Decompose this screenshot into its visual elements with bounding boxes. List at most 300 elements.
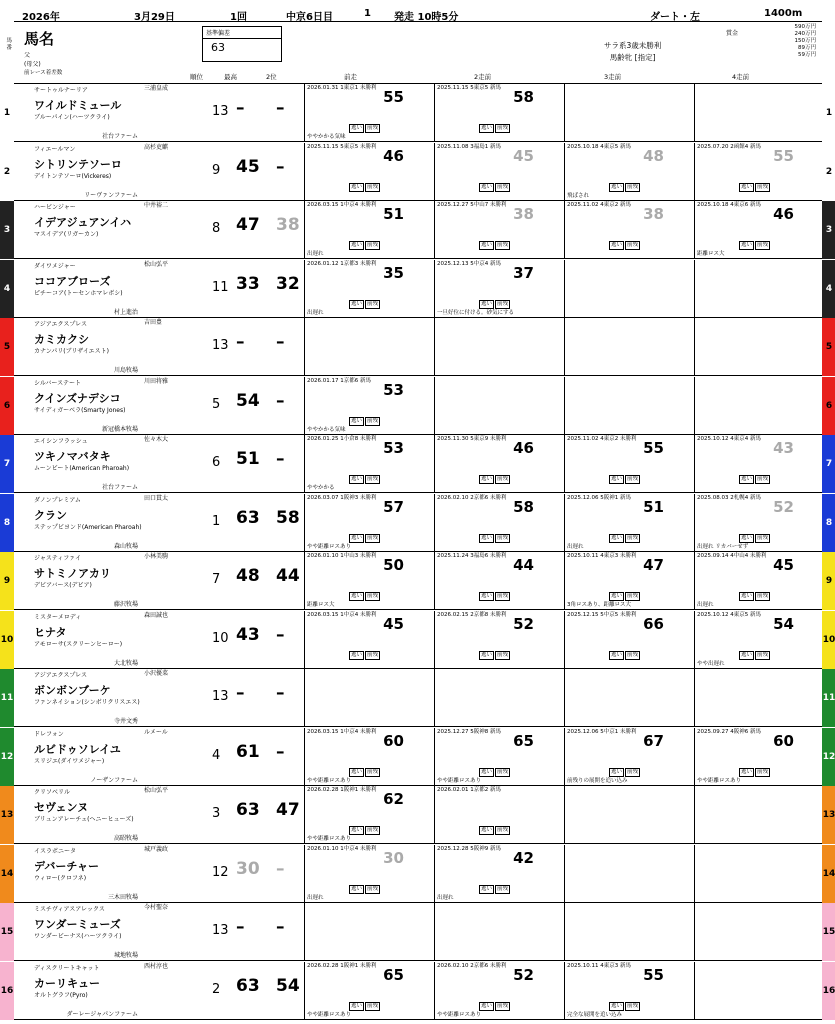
- horse-dam: マスイデア(リガーカン): [34, 231, 99, 238]
- run-comment: やや距離ロスあり: [437, 777, 482, 784]
- horse-number-left: 6: [0, 377, 14, 435]
- horse-name[interactable]: カーリキュー: [34, 976, 100, 990]
- run-tag: 逃い: [481, 651, 493, 658]
- run-comment: 一旦好位に付ける。砂気にする: [437, 309, 515, 316]
- run-tag: 前残: [367, 417, 379, 424]
- run-date: 2025.09.27 4阪神6 新馬: [697, 728, 761, 735]
- horse-row: [0, 786, 835, 844]
- horse-dam: ブルーパイン(ハーツクライ): [34, 114, 110, 121]
- past-runs: [304, 786, 822, 844]
- past-run[interactable]: [564, 143, 692, 201]
- run-rating: 45: [383, 614, 404, 633]
- run-date: 2025.12.06 5中京1 未勝利: [567, 728, 637, 735]
- run-rating: 30: [383, 848, 404, 867]
- run-tag: 前残: [367, 300, 379, 307]
- col-second: 2位: [266, 73, 277, 81]
- horse-row: [3, 201, 833, 259]
- run-tag: 逃い: [351, 593, 363, 599]
- past-run[interactable]: [694, 611, 822, 669]
- run-date: 2025.12.13 5中京4 新馬: [437, 260, 501, 267]
- horse-name[interactable]: クインズナデシコ: [34, 391, 121, 405]
- horse-jockey: 高杉吏麒: [144, 143, 169, 151]
- past-run[interactable]: [434, 260, 562, 318]
- past-runs: [304, 84, 822, 142]
- run-rating: 46: [513, 439, 534, 457]
- past-run-empty: [564, 845, 692, 903]
- past-run[interactable]: [564, 728, 692, 786]
- past-run[interactable]: [304, 377, 432, 435]
- run-comment: 出遅れ リカバーせず: [697, 543, 749, 550]
- run-rating: 37: [513, 263, 534, 282]
- run-tag: 逃い: [351, 534, 363, 541]
- horse-rank: 13: [212, 104, 229, 119]
- run-date: 2025.10.18 4東京5 新馬: [567, 143, 631, 150]
- run-date: 2026.01.31 1東京1 未勝利: [307, 85, 377, 91]
- past-run[interactable]: [304, 552, 432, 610]
- horse-number-right: 1: [822, 84, 835, 142]
- run-rating: 60: [773, 731, 794, 750]
- horse-sire: ミスターメロディ: [34, 613, 82, 621]
- horse-best: –: [236, 98, 245, 118]
- horse-owner: 城地牧場: [113, 952, 138, 959]
- horse-name[interactable]: ヒナタ: [34, 625, 67, 639]
- horse-number-left: 11: [0, 669, 14, 727]
- run-rating: 52: [773, 497, 794, 516]
- horse-name[interactable]: ボンボンブーケ: [34, 684, 111, 697]
- horse-best: 61: [236, 741, 260, 762]
- horse-owner: リーヴァンファーム: [84, 191, 138, 199]
- horse-number-left: 4: [0, 260, 14, 318]
- horse-best: 63: [236, 800, 260, 820]
- past-run-empty: [564, 786, 692, 844]
- run-date: 2025.10.12 4東京5 新馬: [697, 611, 761, 618]
- run-tag: 逃い: [741, 534, 753, 541]
- horse-name[interactable]: ココアブローズ: [34, 274, 111, 288]
- horse-best: 33: [236, 273, 260, 294]
- run-rating: 42: [513, 848, 534, 867]
- run-tag: 前残: [757, 242, 769, 248]
- run-tag: 逃い: [611, 534, 623, 541]
- horse-second: 44: [276, 566, 300, 586]
- run-date: 2025.11.15 5東京5 新馬: [437, 85, 501, 91]
- horse-sire: ミスチヴィアスアレックス: [34, 906, 105, 913]
- run-comment: 出遅れ: [307, 309, 324, 316]
- horse-owner: ダーレージャパンファーム: [66, 1010, 138, 1018]
- run-date: 2026.01.10 1中京4 未勝利: [307, 845, 377, 852]
- past-runs: [304, 728, 822, 786]
- name-label: 馬名: [24, 30, 55, 48]
- run-rating: 57: [383, 497, 404, 516]
- side-label: 馬番: [6, 38, 12, 51]
- horse-sire: ジャスティファイ: [34, 555, 82, 562]
- horse-rank: 10: [212, 630, 229, 646]
- past-run-empty: [694, 84, 822, 142]
- run-date: 2025.11.15 5東京5 未勝利: [307, 143, 377, 150]
- run-comment: 距離ロス大: [697, 251, 725, 257]
- horse-sire: エイシンフラッシュ: [34, 438, 88, 445]
- horse-sire: クリソベリル: [34, 789, 71, 796]
- run-rating: 43: [773, 439, 794, 457]
- horse-second: 54: [276, 975, 300, 996]
- horse-number-right: 16: [822, 962, 835, 1020]
- run-tag: 逃い: [351, 827, 363, 833]
- past-run[interactable]: [434, 728, 562, 786]
- run-tag: 逃い: [351, 242, 363, 248]
- past-run[interactable]: [564, 962, 692, 1020]
- run-date: 2026.03.07 1阪神3 未勝利: [307, 494, 377, 501]
- run-tag: 前残: [367, 885, 379, 892]
- past-run[interactable]: [434, 552, 562, 610]
- run-tag: 前残: [497, 768, 509, 775]
- run-tag: 前残: [497, 651, 509, 658]
- past-run[interactable]: [694, 494, 822, 552]
- horse-best: 30: [236, 858, 260, 879]
- past-run[interactable]: [694, 728, 822, 786]
- horse-second: 58: [276, 507, 300, 528]
- run-rating: 38: [643, 205, 664, 223]
- past-run[interactable]: [434, 494, 562, 552]
- horse-best: –: [236, 917, 245, 937]
- run-rating: 45: [513, 146, 534, 165]
- run-date: 2026.02.01 1京都2 新馬: [437, 787, 501, 793]
- horse-number-right: 15: [822, 903, 835, 961]
- horse-name[interactable]: シトリンテソーロ: [34, 157, 122, 171]
- run-date: 2026.02.10 2京都6 未勝利: [437, 962, 507, 969]
- past-run[interactable]: [304, 201, 432, 259]
- run-date: 2026.01.25 1小倉8 未勝利: [307, 436, 377, 442]
- horse-owner: 村上進治: [113, 308, 138, 316]
- run-tag: 逃い: [351, 476, 363, 482]
- run-date: 2026.03.15 1中京4 未勝利: [307, 611, 377, 618]
- run-date: 2025.12.15 5中京5 未勝利: [567, 611, 637, 618]
- horse-number-right: 13: [822, 786, 835, 844]
- past-run[interactable]: [434, 435, 562, 493]
- past-run[interactable]: [304, 845, 432, 903]
- horse-dam: アモローサ(スクリーンヒーロー): [34, 640, 123, 648]
- past-runs: [304, 318, 822, 376]
- horse-number-right: 3: [822, 201, 835, 259]
- run-rating: 52: [513, 965, 534, 984]
- run-tag: 前残: [367, 827, 379, 833]
- past-run[interactable]: [434, 845, 562, 903]
- horse-jockey: 吉田豊: [144, 319, 163, 326]
- past-runs: [304, 962, 822, 1020]
- run-tag: 逃い: [481, 476, 493, 482]
- past-run[interactable]: [694, 201, 822, 259]
- horse-owner: 社台ファーム: [102, 133, 138, 140]
- past-runs: [304, 611, 822, 669]
- horse-rank: 5: [212, 396, 221, 412]
- run-tag: 逃い: [481, 1002, 493, 1009]
- run-tag: 前残: [627, 476, 639, 482]
- past-run[interactable]: [564, 611, 692, 669]
- past-run-empty: [694, 903, 822, 961]
- run-rating: 52: [513, 614, 534, 633]
- run-tag: 前残: [497, 534, 509, 541]
- horse-number-left: 10: [0, 611, 14, 669]
- past-runs: [304, 903, 822, 961]
- horse-second: –: [276, 98, 285, 118]
- run-date: 2026.01.12 1京都3 未勝利: [307, 260, 377, 267]
- run-tag: 前残: [497, 593, 509, 599]
- horse-name[interactable]: ワンダーミューズ: [34, 918, 121, 931]
- past-run[interactable]: [304, 143, 432, 201]
- race-class: サラ系3歳未勝利: [604, 41, 662, 50]
- run-tag: 前残: [367, 125, 379, 131]
- run-comment: 出遅れ: [697, 602, 714, 608]
- past-run[interactable]: [304, 84, 432, 142]
- horse-number-right: 4: [822, 260, 835, 318]
- horse-row: [3, 552, 833, 610]
- horse-second: –: [276, 683, 285, 703]
- run-tag: 前残: [627, 242, 639, 248]
- horse-row: [0, 611, 835, 669]
- horse-dam: ウィロー(クロフネ): [34, 874, 87, 882]
- horse-best: 63: [236, 975, 260, 996]
- run-date: 2025.11.30 5東京9 未勝利: [437, 436, 507, 442]
- horse-jockey: 松山弘平: [144, 260, 169, 268]
- run-date: 2025.10.11 4東京3 未勝利: [567, 553, 637, 559]
- run-tag: 前残: [627, 768, 639, 775]
- past-run[interactable]: [564, 552, 692, 610]
- horse-name[interactable]: クラン: [34, 508, 67, 522]
- run-rating: 60: [383, 731, 404, 750]
- run-rating: 35: [383, 263, 404, 282]
- horse-jockey: ルメール: [144, 728, 168, 736]
- run-tag: 前残: [497, 827, 509, 833]
- col-rank: 順位: [190, 73, 203, 81]
- horse-second: 38: [276, 215, 300, 235]
- horse-number-left: 13: [0, 786, 14, 844]
- past-run-empty: [564, 318, 692, 376]
- horse-row: [3, 143, 833, 201]
- run-comment: やや距離ロスあり: [307, 836, 352, 842]
- past-runs: [304, 494, 822, 552]
- run-tag: 逃い: [611, 476, 623, 482]
- horse-owner: 森山牧場: [113, 542, 138, 550]
- sire-label: 父: [24, 52, 31, 59]
- horse-jockey: 今村聖奈: [144, 904, 169, 911]
- run-tag: 前残: [627, 1002, 639, 1009]
- horse-dam: ムーンビート(American Pharoah): [34, 465, 130, 472]
- horse-number-left: 12: [0, 728, 14, 786]
- horse-second: –: [276, 390, 285, 411]
- past-run-empty: [304, 318, 432, 376]
- past-run-empty: [434, 903, 562, 961]
- horse-name[interactable]: サトミノアカリ: [34, 567, 111, 580]
- run-rating: 55: [383, 88, 404, 106]
- horse-number-right: 10: [822, 611, 835, 669]
- horse-jockey: 城戸義政: [144, 845, 169, 853]
- past-runs: [304, 435, 822, 493]
- past-run[interactable]: [434, 84, 562, 142]
- horse-rank: 13: [212, 338, 229, 353]
- horse-second: 32: [276, 273, 300, 294]
- run-date: 2025.12.27 5阪神8 新馬: [437, 728, 501, 735]
- horse-row: [3, 494, 833, 552]
- horse-second: –: [276, 741, 285, 762]
- run-rating: 65: [513, 731, 534, 750]
- past-run[interactable]: [694, 552, 822, 610]
- run-comment: ややかかる気味: [307, 426, 346, 433]
- past-run[interactable]: [434, 962, 562, 1020]
- past-run[interactable]: [434, 143, 562, 201]
- horse-row: [0, 728, 835, 786]
- horse-second: –: [276, 917, 285, 937]
- prev-label: 前レース着差数: [24, 70, 63, 76]
- horse-name[interactable]: イデアジュアンイハ: [34, 216, 132, 229]
- past-run[interactable]: [694, 143, 822, 201]
- horse-name[interactable]: ワイルドミュール: [34, 99, 122, 112]
- race-title-bar: [14, 8, 822, 22]
- run-rating: 44: [513, 556, 534, 574]
- horse-number-right: 2: [822, 143, 835, 201]
- horse-rank: 6: [212, 455, 221, 470]
- horse-dam: ブリュンアレーチェ(ヘニーヒューズ): [34, 816, 134, 823]
- horse-row: [0, 669, 835, 727]
- run-date: 2026.02.28 1阪神1 未勝利: [307, 962, 377, 969]
- horse-name[interactable]: デバーチャー: [34, 859, 100, 873]
- run-tag: 前残: [627, 593, 639, 599]
- rating-box: [202, 26, 282, 62]
- past-run[interactable]: [304, 728, 432, 786]
- past-run[interactable]: [564, 494, 692, 552]
- past-run-empty: [694, 318, 822, 376]
- horse-sire: ディスクリートキャット: [34, 964, 100, 972]
- run-tag: 前残: [757, 534, 769, 541]
- run-rating: 54: [773, 614, 794, 633]
- horse-best: 48: [236, 566, 260, 586]
- horse-number-right: 12: [822, 728, 835, 786]
- past-run[interactable]: [434, 786, 562, 844]
- run-tag: 逃い: [481, 534, 493, 541]
- horse-rank: 9: [212, 162, 221, 178]
- run-tag: 逃い: [741, 242, 753, 248]
- past-run[interactable]: [304, 786, 432, 844]
- run-date: 2026.03.15 1中京4 未勝利: [307, 202, 377, 208]
- horse-dam: カナンパリ(ブリザイエスト): [34, 348, 109, 355]
- horse-dam: ワンダービーナス(ハーツクライ): [34, 933, 122, 940]
- past-runs: [304, 260, 822, 318]
- race-venue: 中京6日目: [286, 12, 333, 23]
- past-run[interactable]: [434, 201, 562, 259]
- run-tag: 逃い: [351, 300, 363, 307]
- horse-number-right: 6: [822, 377, 835, 435]
- horse-owner: 社台ファーム: [102, 484, 138, 491]
- past-run[interactable]: [564, 201, 692, 259]
- run-rating: 58: [513, 88, 534, 106]
- run-tag: 前残: [497, 1002, 509, 1009]
- horse-dam: ファンネイション(シンボリクリスエス): [34, 699, 140, 706]
- past-runs: [304, 552, 822, 610]
- horse-sire: アジアエクスプレス: [34, 672, 87, 679]
- past-run-empty: [304, 903, 432, 961]
- run-tag: 逃い: [351, 125, 363, 131]
- horse-number-left: 8: [0, 494, 14, 552]
- horse-second: –: [276, 156, 285, 177]
- prize-label: 賞金: [726, 30, 739, 37]
- run-comment: 飛ばされ: [567, 192, 590, 199]
- run-tag: 前残: [367, 476, 379, 482]
- run-rating: 48: [643, 146, 664, 165]
- horse-second: –: [276, 449, 285, 469]
- horse-rank: 11: [212, 279, 229, 295]
- horse-name[interactable]: ツキノマバタキ: [34, 450, 111, 463]
- past-run[interactable]: [304, 260, 432, 318]
- run-tag: 逃い: [481, 593, 493, 599]
- run-tag: 前残: [497, 300, 509, 307]
- run-rating: 55: [773, 146, 794, 165]
- run-date: 2025.11.02 4東京2 未勝利: [567, 436, 637, 442]
- run-comment: ややかかる気味: [307, 134, 346, 140]
- run-tag: 逃い: [351, 651, 363, 658]
- past-run[interactable]: [304, 435, 432, 493]
- horse-dam: ステップビヨンド(American Pharoah): [34, 523, 142, 531]
- run-tag: 前残: [757, 593, 769, 599]
- run-comment: やや距離ロスあり: [437, 1011, 482, 1018]
- run-tag: 逃い: [611, 768, 623, 775]
- horse-name[interactable]: ルビドゥソレイユ: [34, 742, 121, 756]
- run-tag: 逃い: [611, 183, 623, 190]
- past-run[interactable]: [304, 611, 432, 669]
- horse-jockey: 小林美駒: [144, 553, 169, 560]
- run-tag: 逃い: [481, 827, 493, 833]
- horse-row: [3, 84, 833, 142]
- horse-rank: 12: [212, 864, 229, 880]
- run-tag: 逃い: [351, 417, 363, 424]
- horse-number-left: 7: [0, 435, 14, 493]
- run-tag: 前残: [497, 885, 509, 892]
- run-rating: 67: [643, 731, 664, 750]
- past-run[interactable]: [564, 435, 692, 493]
- horse-owner: 川島牧場: [113, 367, 138, 374]
- run-rating: 62: [383, 790, 404, 808]
- horse-dam: オルトグラフ(Pyro): [34, 991, 88, 999]
- run-tag: 逃い: [481, 300, 493, 307]
- horse-best: –: [236, 683, 245, 703]
- horse-sire: シルバーステート: [34, 379, 82, 387]
- horse-jockey: 松山弘平: [144, 787, 169, 794]
- horse-name[interactable]: セヴェンヌ: [34, 801, 89, 814]
- past-run[interactable]: [304, 494, 432, 552]
- past-runs: [304, 201, 822, 259]
- horse-rank: 13: [212, 923, 229, 938]
- run-tag: 逃い: [351, 768, 363, 775]
- horse-dam: スリジエ(ダイワメジャー): [34, 757, 105, 765]
- run-comment: 完全な展開を追い込み: [567, 1011, 623, 1018]
- run-tag: 前残: [497, 242, 509, 248]
- prize-2: 240万円: [794, 31, 816, 37]
- past-run[interactable]: [304, 962, 432, 1020]
- run-tag: 前残: [367, 242, 379, 248]
- run-date: 2026.02.15 2京都8 未勝利: [437, 611, 507, 618]
- horse-sire: アジアエクスプレス: [34, 321, 87, 328]
- race-cond: 馬齢牝 [指定]: [609, 53, 656, 62]
- race-number: 1: [364, 8, 371, 19]
- horse-name[interactable]: カミカクシ: [34, 333, 89, 346]
- prize-4: 89万円: [798, 45, 816, 51]
- horse-rank: 13: [212, 689, 229, 704]
- horse-sire: ダイワメジャー: [34, 262, 76, 270]
- horse-second: –: [276, 858, 285, 879]
- past-run[interactable]: [434, 611, 562, 669]
- horse-owner: 高昭牧場: [113, 835, 138, 842]
- horse-owner: ノーザンファーム: [90, 776, 138, 784]
- run-comment: やや距離ロスあり: [307, 543, 352, 550]
- rating-box-title: 基準偏差: [203, 27, 281, 39]
- horse-row: [0, 845, 835, 903]
- past-run[interactable]: [694, 435, 822, 493]
